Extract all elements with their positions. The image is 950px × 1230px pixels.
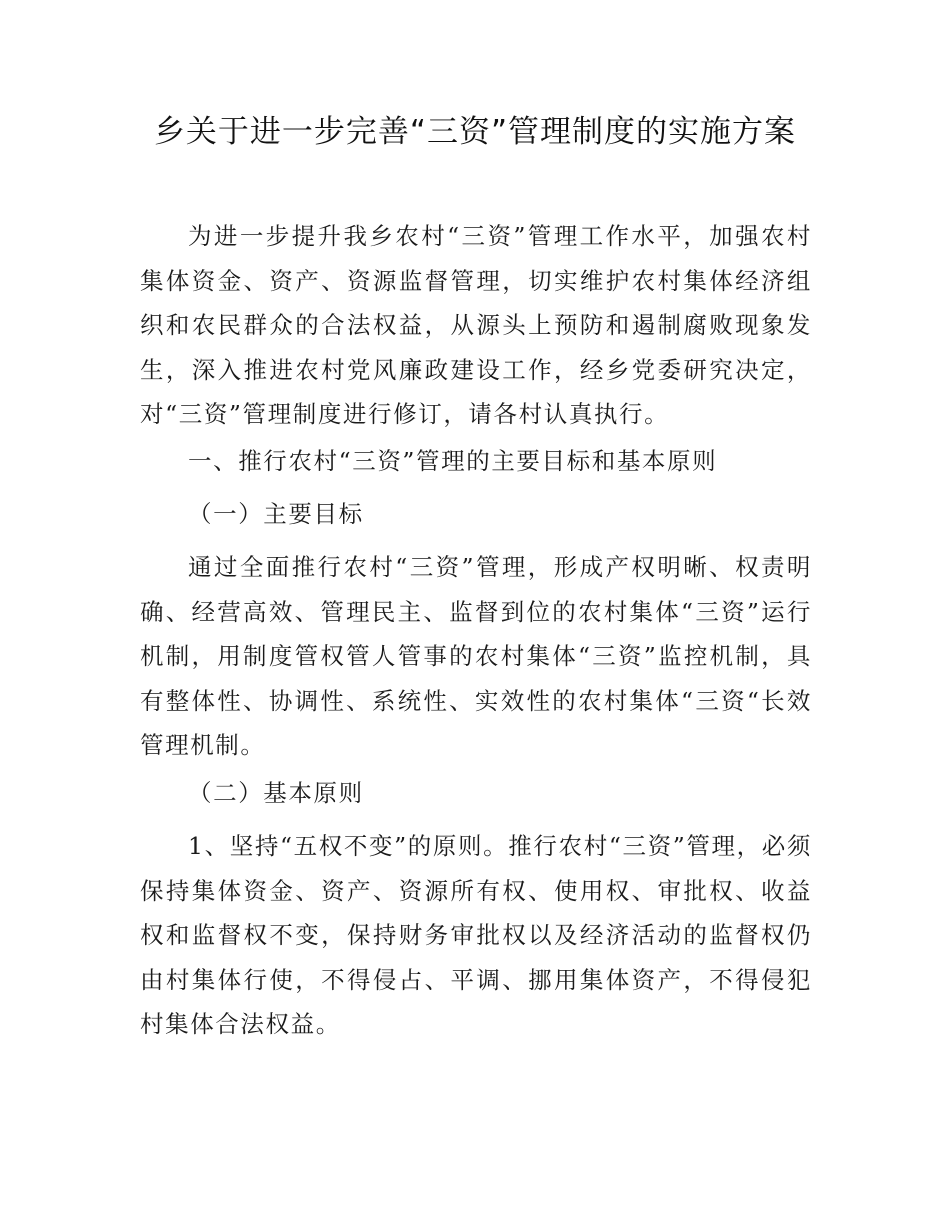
principle-one-paragraph: 1、坚持“五权不变”的原则。推行农村“三资”管理，必须保持集体资金、资产、资源所有权、使用权、审批权、收益权和监督权不变，保持财务审批权以及经济活动的监督权仍由村集体行使，不得侵占、平调、挪用集体资产，不得侵犯村集体合法权益。 xyxy=(140,832,812,1038)
section-one-heading: 一、推行农村“三资”管理的主要目标和基本原则 xyxy=(188,447,718,475)
intro-paragraph: 为进一步提升我乡农村“三资”管理工作水平，加强农村集体资金、资产、资源监督管理，切实维护农村集体经济组织和农民群众的合法权益，从源头上预防和遏制腐败现象发生，深入推进农村党风廉政建设工作，经乡党委研究决定，对“三资”管理制度进行修订，请各村认真执行。 xyxy=(140,222,812,428)
main-goal-paragraph: 通过全面推行农村“三资”管理，形成产权明晰、权责明确、经营高效、管理民主、监督到位的农村集体“三资”运行机制，用制度管权管人管事的农村集体“三资”监控机制，具有整体性、协调性、系统性、实效性的农村集体“三资“长效管理机制。 xyxy=(140,553,812,759)
document-title: 乡关于进一步完善“三资”管理制度的实施方案 xyxy=(153,114,797,150)
subsection-basic-principles-heading: （二）基本原则 xyxy=(188,779,364,807)
subsection-main-goal-heading: （一）主要目标 xyxy=(188,500,364,528)
